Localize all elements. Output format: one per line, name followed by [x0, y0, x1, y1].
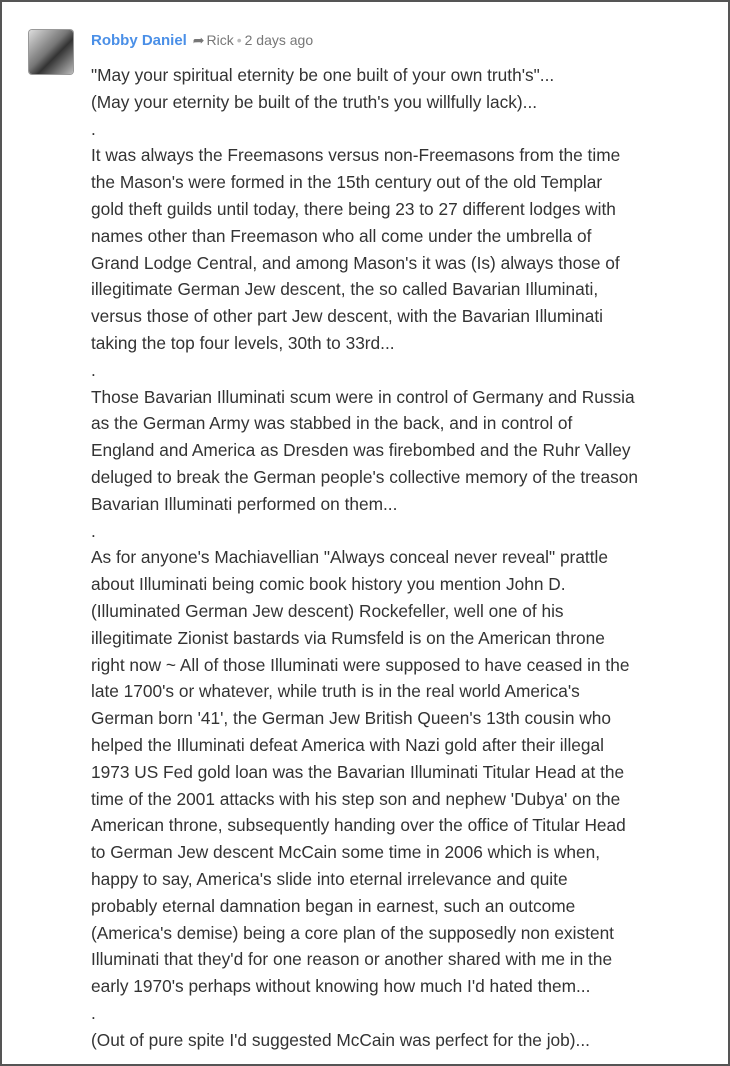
comment-line: 1973 US Fed gold loan was the Bavarian Illuminati Titular Head at the	[91, 761, 625, 782]
comment-line: Those Bavarian Illuminati scum were in control of Germany and Russia	[91, 386, 635, 407]
comment-body	[91, 62, 721, 1053]
comment-line: names other than Freemason who all come under the umbrella of	[91, 225, 592, 246]
comment-line: early 1970's perhaps without knowing how much I'd hated them...	[91, 976, 591, 997]
author-link[interactable]: Robby Daniel	[91, 32, 187, 49]
comment-line: As for anyone's Machiavellian "Always conceal never reveal" prattle	[91, 547, 608, 568]
comment-line: helped the Illuminati defeat America with Nazi gold after their illegal	[91, 734, 604, 755]
comment-line: German born '41', the German Jew British Queen's 13th cousin who	[91, 708, 611, 729]
comment-line: to German Jew descent McCain some time in 2006 which is when,	[91, 842, 601, 863]
comment-line: Illuminati that they'd for one reason or another shared with me in the	[91, 949, 613, 970]
comment-line: the Mason's were formed in the 15th century out of the old Templar	[91, 172, 603, 193]
comment-line: as the German Army was stabbed in the back, and in control of	[91, 413, 573, 434]
comment-line: versus those of other part Jew descent, with the Bavarian Illuminati	[91, 306, 603, 327]
reply-arrow-icon: ➦	[192, 32, 205, 48]
comment-line: (Illuminated German Jew descent) Rockefeller, well one of his	[91, 600, 564, 621]
comment-header	[91, 32, 313, 49]
comment-line: "May your spiritual eternity be one built of your own truth's"...	[91, 65, 555, 85]
comment-line: .	[91, 1002, 96, 1023]
avatar[interactable]	[29, 30, 73, 74]
comment-line: taking the top four levels, 30th to 33rd...	[91, 332, 395, 353]
comment-line: Grand Lodge Central, and among Mason's it was (Is) always those of	[91, 252, 620, 273]
comment-line: (May your eternity be built of the truth's you willfully lack)...	[91, 91, 538, 112]
comment-line: illegitimate Zionist bastards via Rumsfeld is on the American throne	[91, 627, 605, 648]
comment-line: (America's demise) being a core plan of the supposedly non existent	[91, 922, 614, 943]
comment-line: Bavarian Illuminati performed on them...	[91, 493, 398, 514]
comment-line: American throne, subsequently handing over the office of Titular Head	[91, 815, 626, 836]
timestamp-link[interactable]: 2 days ago	[244, 32, 314, 48]
comment-line: .	[91, 359, 96, 380]
comment-line: deluged to break the German people's collective memory of the treason	[91, 466, 639, 487]
comment-line: right now ~ All of those Illuminati were supposed to have ceased in the	[91, 654, 630, 675]
comment-line: late 1700's or whatever, while truth is in the real world America's	[91, 681, 580, 702]
comment-line: about Illuminati being comic book history you mention John D.	[91, 574, 566, 595]
comment-line: gold theft guilds until today, there being 23 to 27 different lodges with	[91, 198, 616, 219]
comment-line: illegitimate German Jew descent, the so called Bavarian Illuminati,	[91, 279, 599, 300]
comment-line: It was always the Freemasons versus non-Freemasons from the time	[91, 145, 621, 166]
comment-line: (Out of pure spite I'd suggested McCain was perfect for the job)...	[91, 1029, 590, 1050]
separator-dot: •	[236, 32, 242, 48]
comment-line: .	[91, 118, 96, 139]
comment-line: time of the 2001 attacks with his step son and nephew 'Dubya' on the	[91, 788, 621, 809]
comment-line: probably eternal damnation began in earnest, such an outcome	[91, 895, 576, 916]
comment-line: .	[91, 520, 96, 541]
reply-to-link[interactable]: Rick	[206, 32, 234, 48]
comment-line: happy to say, America's slide into eternal irrelevance and quite	[91, 868, 568, 889]
comment-line: England and America as Dresden was firebombed and the Ruhr Valley	[91, 440, 631, 461]
